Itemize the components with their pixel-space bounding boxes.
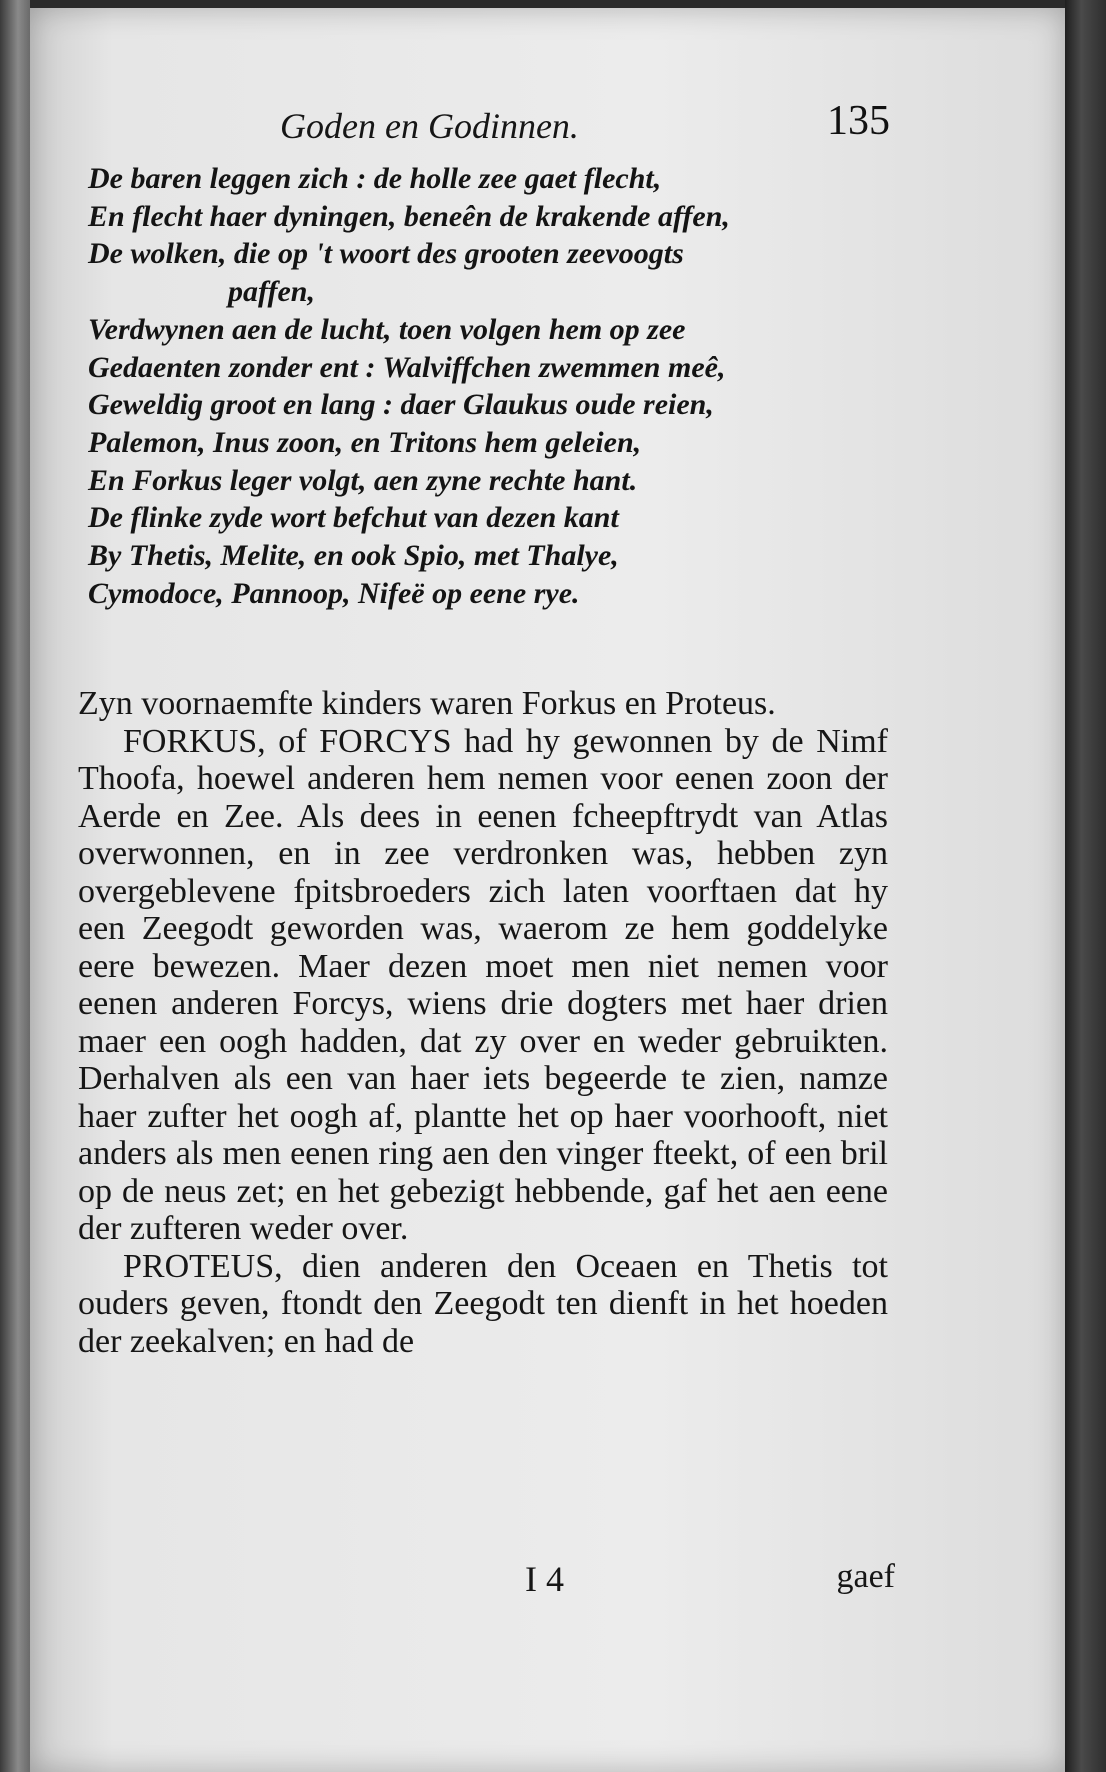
paragraph: PROTEUS, dien anderen den Oceaen en Thetis tot ouders geven, ftondt den Zeegodt ten dienft in het hoeden der zeekalven; en had de [78,1247,888,1360]
verse-line: En Forkus leger volgt, aen zyne rechte hant. [88,463,638,497]
verse-line: De wolken, die op 't woort des grooten zeevoogts [88,237,684,271]
running-title: Goden en Godinnen. [280,106,579,146]
paragraph: Zyn voornaemfte kinders waren Forkus en Proteus. [78,685,776,722]
verse-line: De baren leggen zich : de holle zee gaet flecht, [88,162,662,195]
verse-line: De flinke zyde wort befchut van dezen kant [88,501,619,535]
verse-line: Cymodoce, Pannoop, Nifeë op eene rye. [88,576,580,610]
verse-line: Palemon, Inus zoon, en Tritons hem geleien, [88,425,642,459]
verse-line: By Thetis, Melite, en ook Spio, met Thalye, [88,539,619,573]
facing-page-edge [0,0,30,1772]
verse-line: Verdwynen aen de lucht, toen volgen hem op zee [88,312,686,346]
verse-line: Geweldig groot en lang : daer Glaukus oude reien, [88,388,714,422]
verse-line: En flecht haer dyningen, beneên de krakende affen, [88,199,730,233]
verse-block [88,160,888,612]
prose-block [78,685,888,1360]
verse-line: Gedaenten zonder ent : Walviffchen zwemmen meê, [88,350,726,384]
page-number: 135 [827,98,890,144]
paragraph: FORKUS, of FORCYS had hy gewonnen by de Nimf Thoofa, hoewel anderen hem nemen voor eenen zoon der Aerde en Zee. Als dees in eenen fcheepftrydt van Atlas overwonnen, en in zee verdronken was, hebben zyn overgeblevene fpitsbroeders zich laten voorftaen dat hy een Zeegodt geworden was, waerom ze hem goddelyke eere bewezen. Maer dezen moet men niet nemen voor eenen anderen Forcys, wiens drie dogters met haer drien maer een oogh hadden, dat zy over en weder gebruikten. Derhalven als een van haer iets begeerde te zien, namze haer zufter het oogh af, plantte het op haer voorhooft, niet anders als men eenen ring aen den vinger fteekt, of een bril op de neus zet; en het gebezigt hebbende, gaf het aen eene der zufteren weder over. [78,722,888,1247]
catchword: gaef [836,1558,895,1595]
page-header [250,98,890,155]
verse-line: paffen, [228,275,315,309]
signature-mark: I 4 [525,1559,564,1599]
page-footer [500,1558,895,1603]
book-binding-edge [1065,0,1106,1772]
